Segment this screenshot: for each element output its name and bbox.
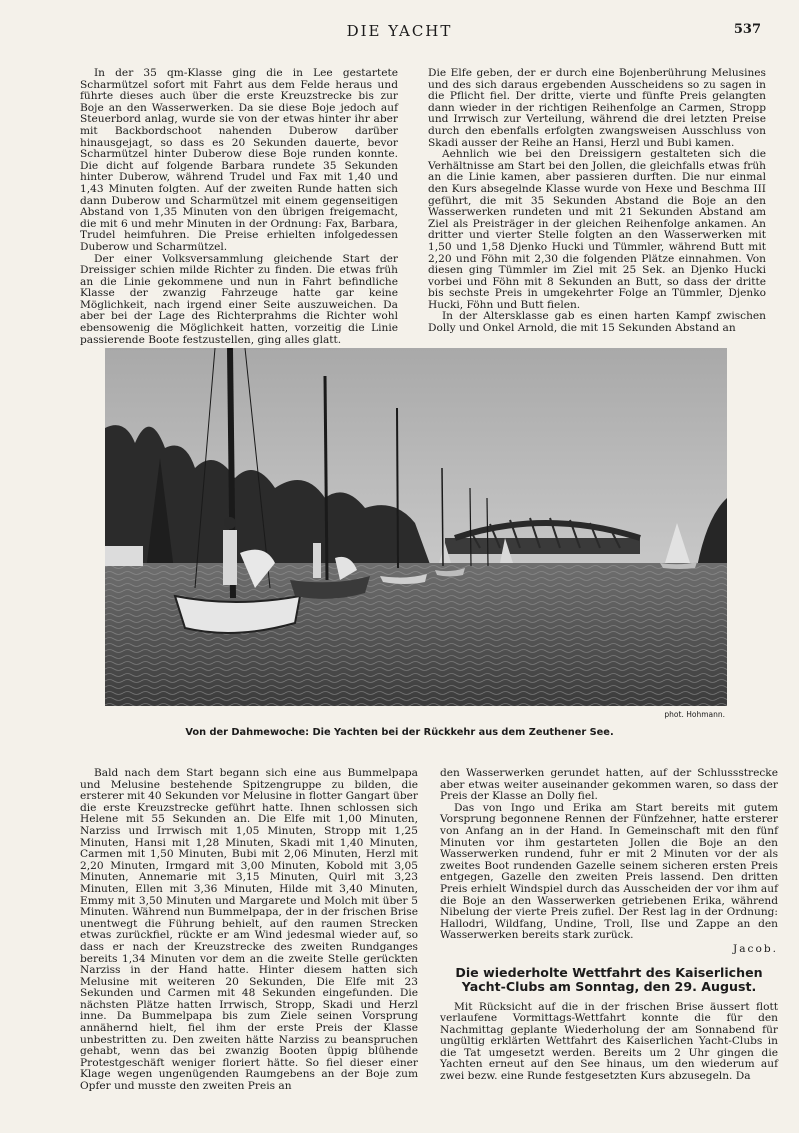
page-header [0,22,799,46]
paragraph: den Wasserwerken gerundet hatten, auf der Schlussstrecke aber etwas weiter auseinander gekommen waren, so dass der Preis der Klasse an Dolly fiel. [440,767,778,803]
page-number: 537 [733,22,761,37]
paragraph: In der 35 qm-Klasse ging die in Lee gestartete Scharmützel sofort mit Fahrt aus dem Felde heraus und führte dieses auch über die erste Kreuzstrecke bis zur Boje an den Wasserwerken. Da sie diese Boje jedoch auf Steuerbord anlag, wurde sie von der etwas hinter ihr aber mit Backbordschoot nahenden Duberow darüber hinausgejagt, so dass es 20 Sekunden dauerte, bevor Scharmützel hinter Duberow diese Boje runden konnte. Die dicht auf folgende Barbara rundete 35 Sekunden hinter Duberow, während Trudel und Fax mit 1,40 und 1,43 Minuten folgten. Auf der zweiten Runde hatten sich dann Duberow und Scharmützel mit einem gegenseitigen Abstand von 1,35 Minuten von den übrigen freigemacht, die mit 6 und mehr Minuten in der Ordnung: Fax, Barbara, Trudel heimfuhren. Die Preise erhielten infolgedessen Duberow und Scharmützel. [80,67,398,253]
yacht-photograph [105,348,727,706]
paragraph: Mit Rücksicht auf die in der frischen Brise äussert flott verlaufene Vormittags-Wettfahrt konnte die für den Nachmittag geplante Wiederholung der am Sonnabend für ungültig erklärten Wettfahrt des Kaiserlichen Yacht-Clubs in die Tat umgesetzt werden. Bereits um 2 Uhr gingen die Yachten erneut auf den See hinaus, um den wiederum auf zwei bezw. eine Runde festgesetzten Kurs abzusegeln. Da [440,1000,778,1083]
column-bottom-right [440,768,778,1083]
photo-credit: phot. Hohmann. [664,710,725,719]
author-signature: Jacob. [732,942,778,955]
column-top-left [80,68,398,346]
paragraph: Aehnlich wie bei den Dreissigern gestalteten sich die Verhältnisse am Start bei den Jollen, die gleichfalls etwas früh an die Linie kamen, aber passieren durften. Die nur einmal den Kurs absegelnde Klasse wurde von Hexe und Beschma III geführt, die mit 35 Sekunden Abstand die Boje an den Wasserwerken rundeten und mit 21 Sekunden Abstand am Ziel als Preisträger in der gleichen Reihenfolge ankamen. An dritter und vierter Stelle folgten an den Wasserwerken mit 1,50 und 1,58 Djenko Hucki und Tümmler, während Butt mit 2,20 und Föhn mit 2,30 die folgenden Plätze einnahmen. Von diesen ging Tümmler im Ziel mit 25 Sek. an Djenko Hucki vorbei und Föhn mit 8 Sekunden an Butt, so dass der dritte bis sechste Preis in umgekehrter Folge an Tümmler, Djenko Hucki, Föhn und Butt fielen. [428,148,766,311]
paragraph: In der Altersklasse gab es einen harten Kampf zwischen Dolly und Onkel Arnold, die mit 15 Sekunden Abstand an [428,310,766,335]
paragraph: Der einer Volksversammlung gleichende Start der Dreissiger schien milde Richter zu finden. Die etwas früh an die Linie gekommene und nun in Fahrt befindliche Klasse der zwanzig Fahrzeuge hatte gar keine Möglichkeit, nach irgend einer Seite auszuweichen. Da aber bei der Lage des Richterprahms die Richter wohl ebensowenig die Möglichkeit hatten, vorzeitig die Linie passierende Boote festzustellen, ging alles glatt. [80,252,398,346]
journal-title: DIE YACHT [346,22,453,40]
paragraph: Bald nach dem Start begann sich eine aus Bummelpapa und Melusine bestehende Spitzengruppe zu bilden, die ersterer mit 40 Sekunden vor Melusine in flotter Gangart über die erste Kreuzstrecke geführt hatte. Ihnen schlossen sich Helene mit 55 Sekunden an. Die Elfe mit 1,00 Minuten, Narziss und Irrwisch mit 1,05 Minuten, Stropp mit 1,25 Minuten, Hansi mit 1,28 Minuten, Skadi mit 1,40 Minuten, Carmen mit 1,50 Minuten, Bubi mit 2,06 Minuten, Herzl mit 2,20 Minuten, Irmgard mit 3,00 Minuten, Kobold mit 3,05 Minuten, Annemarie mit 3,15 Minuten, Quirl mit 3,23 Minuten, Ellen mit 3,36 Minuten, Hilde mit 3,40 Minuten, Emmy mit 3,50 Minuten und Margarete und Molch mit über 5 Minuten. Während nun Bummelpapa, der in der frischen Brise unentwegt die Führung behielt, auf den raumen Strecken etwas zurückfiel, rückte er am Wind jedesmal wieder auf, so dass er nach der Kreuzstrecke des zweiten Rundganges bereits 1,34 Minuten vor dem an die zweite Stelle gerückten Narziss in der Hand hatte. Hinter diesem hatten sich Melusine mit weiteren 20 Sekunden, Die Elfe mit 23 Sekunden und Carmen mit 48 Sekunden eingefunden. Die nächsten Plätze hatten Irrwisch, Stropp, Skadi und Herzl inne. Da Bummelpapa bis zum Ziele seinen Vorsprung annähernd hielt, fiel ihm der erste Preis der Klasse unbestritten zu. Den zweiten hätte Narziss zu beanspruchen gehabt, wenn das bei zwanzig Booten üppig blühende Protestgeschäft weniger floriert hätte. So fiel dieser einer Klage wegen ungenügenden Raumgebens an der Boje zum Opfer und musste den zweiten Preis an [80,767,418,1093]
photo-caption: Von der Dahmewoche: Die Yachten bei der Rückkehr aus dem Zeuthener See. [185,727,614,738]
column-top-right [428,68,766,335]
paragraph: Das von Ingo und Erika am Start bereits mit gutem Vorsprung begonnene Rennen der Fünfzehner, hatte ersterer von Anfang an in der Hand. In Gemeinschaft mit den fünf Minuten vor ihm gestarteten Jollen die Boje an den Wasserwerken rundend, fuhr er mit 2 Minuten vor der als zweites Boot rundenden Gazelle seinem sicheren ersten Preis entgegen, Gazelle den zweiten Preis lassend. Den dritten Preis erhielt Windspiel durch das Ausscheiden der vor ihm auf die Boje an den Wasserwerken getriebenen Erika, während Nibelung der vierte Preis zufiel. Der Rest lag in der Ordnung: Hallodri, Wildfang, Undine, Troll, Ilse und Zappe an den Wasserwerken bereits stark zurück. [440,801,778,942]
section-heading: Die wiederholte Wettfahrt des Kaiserlichen Yacht-Clubs am Sonntag, den 29. August. [455,964,763,994]
paragraph: Die Elfe geben, der er durch eine Bojenberührung Melusines und des sich daraus ergebenden Ausscheidens so zu sagen in die Pflicht fiel. Der dritte, vierte und fünfte Preis gelangten dann wieder in der richtigen Reihenfolge an Carmen, Stropp und Irrwisch zur Verteilung, während die drei letzten Preise durch den ebenfalls erfolgten zwangsweisen Ausschluss von Skadi ausser der Reihe an Hansi, Herzl und Bubi kamen. [428,67,766,149]
yacht-photo-illustration [105,348,727,706]
column-bottom-left [80,768,418,1093]
